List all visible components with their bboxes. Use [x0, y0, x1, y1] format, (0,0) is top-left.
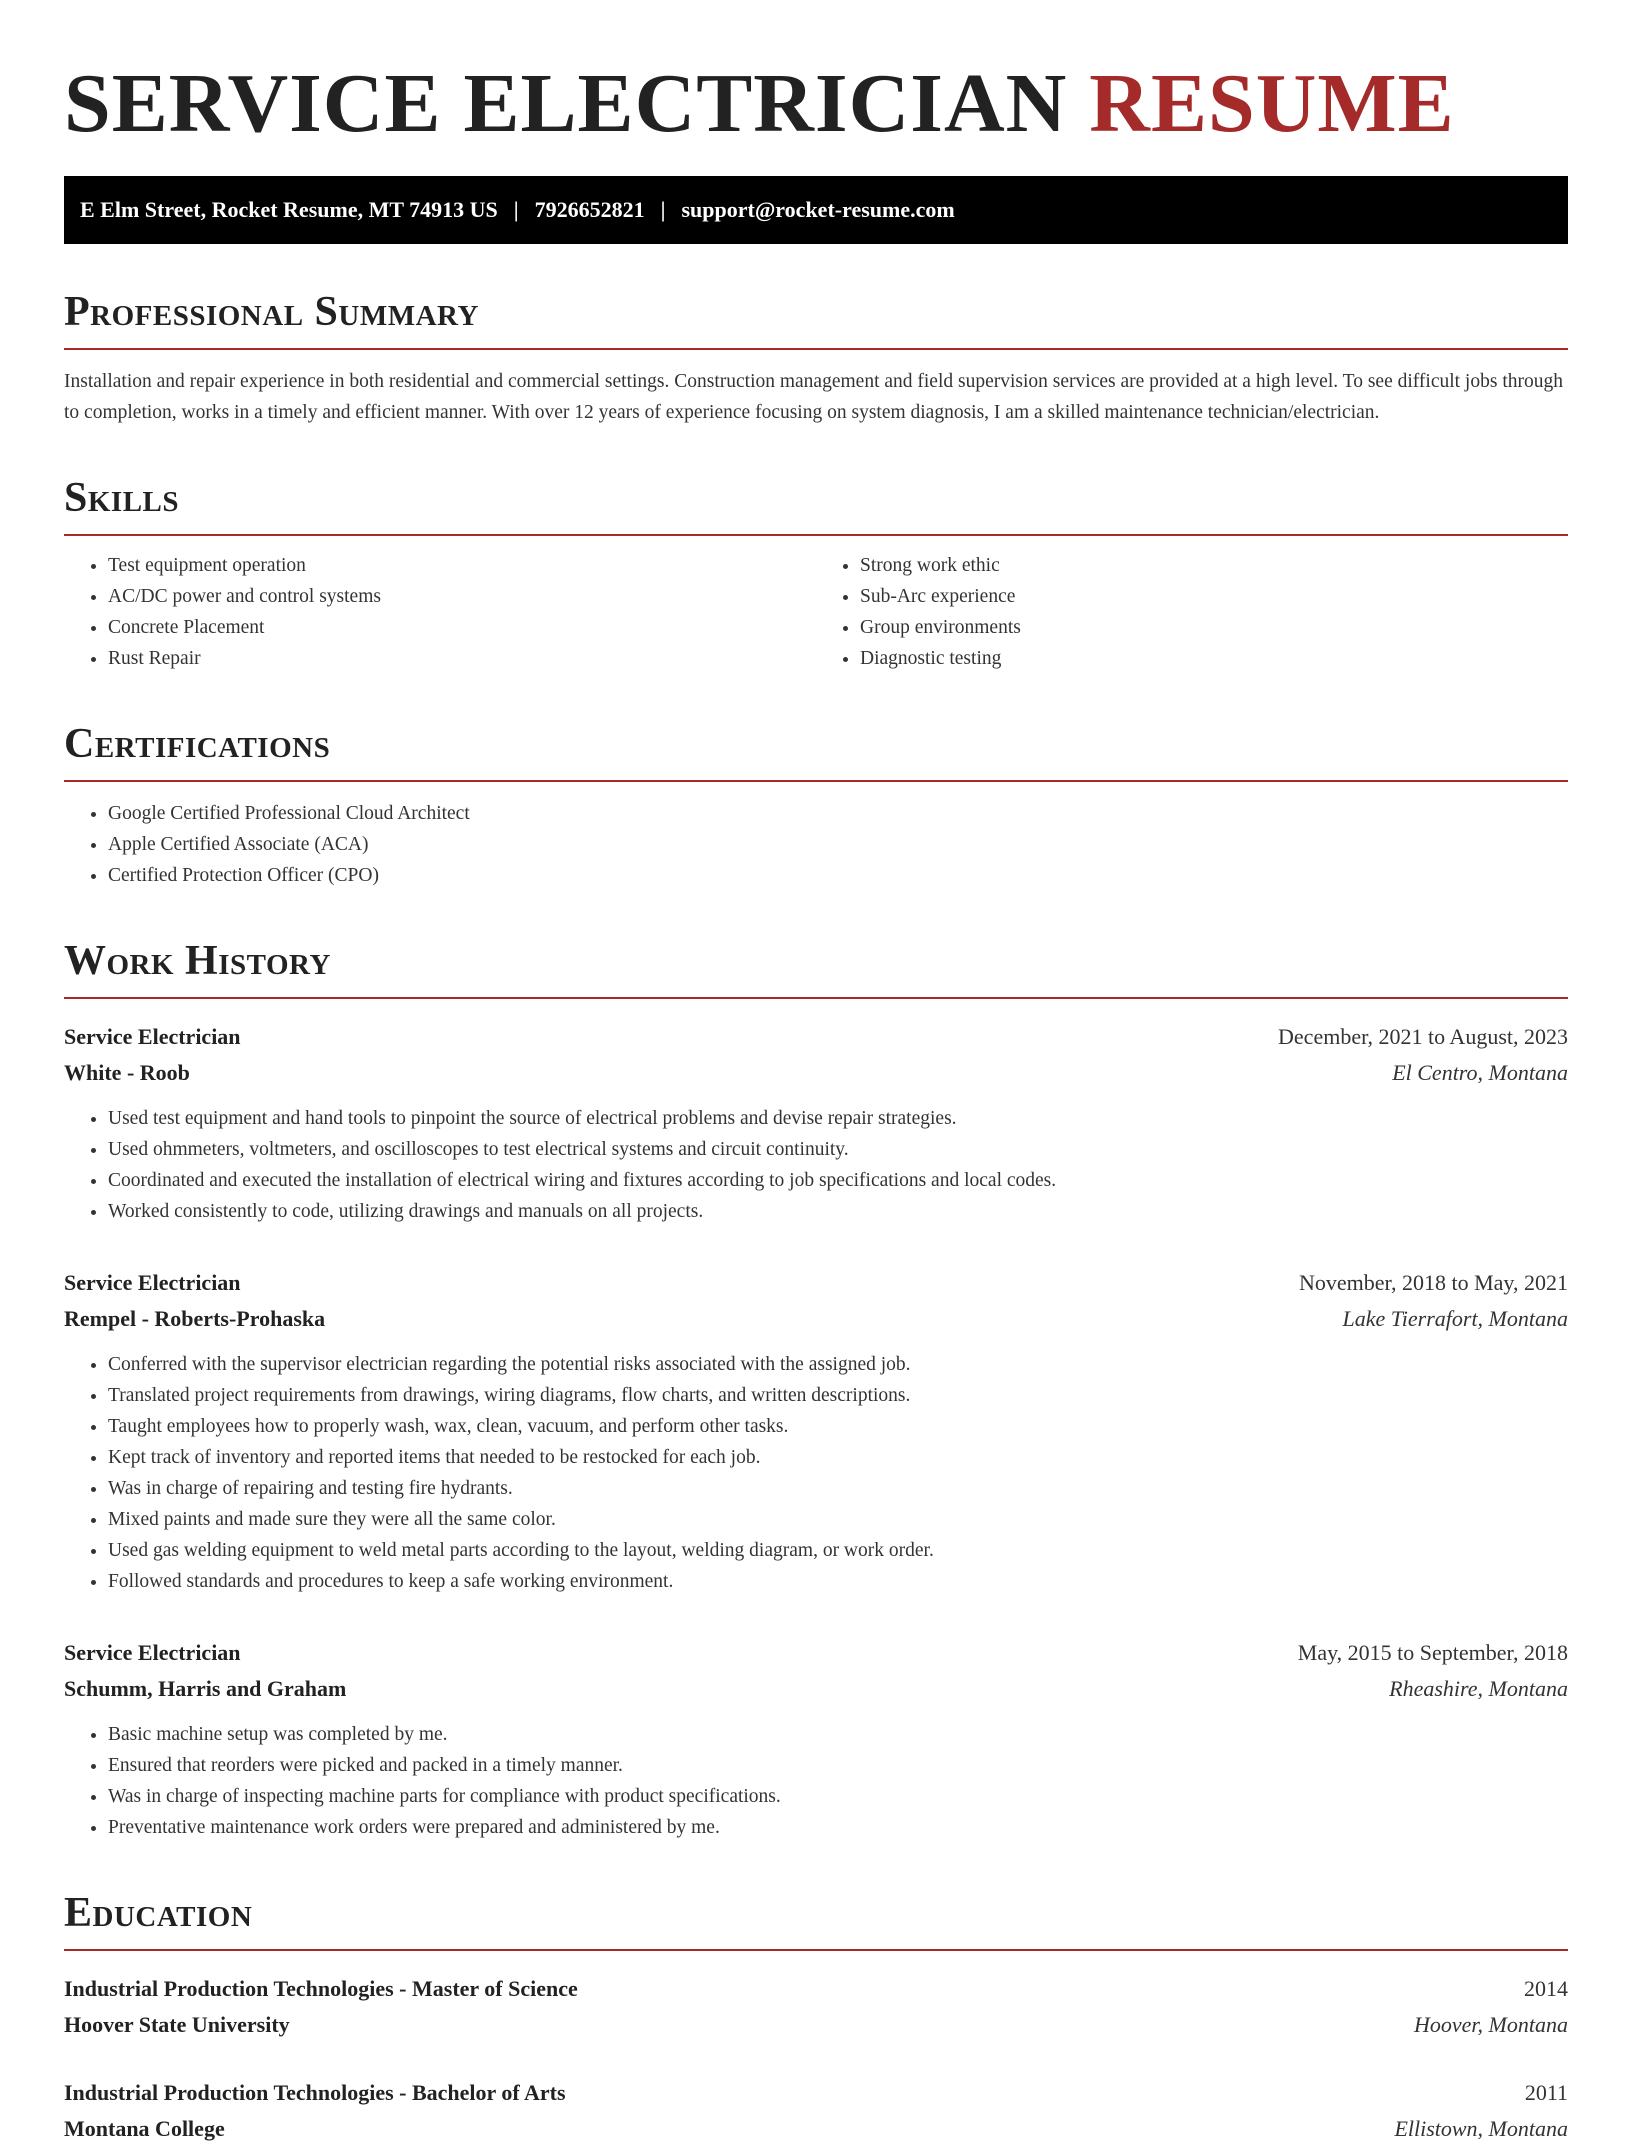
skill-item: • Test equipment operation: [108, 550, 816, 581]
job-duty: • Translated project requirements from drawings, wiring diagrams, flow charts, and written descriptions.: [108, 1380, 1568, 1411]
job-duty: • Followed standards and procedures to keep a safe working environment.: [108, 1566, 1568, 1597]
education-location: Ellistown, Montana: [1394, 2116, 1568, 2141]
education-school-row: [64, 2007, 1568, 2043]
job-location: Lake Tierrafort, Montana: [1342, 1306, 1568, 1331]
job-duties: [64, 1349, 1568, 1597]
contact-phone: 7926652821: [534, 197, 645, 222]
education-degree: Industrial Production Technologies - Bachelor of Arts: [64, 2080, 566, 2105]
job-duty: • Worked consistently to code, utilizing drawings and manuals on all projects.: [108, 1196, 1568, 1227]
job-company-row: [64, 1301, 1568, 1337]
job-duty: • Was in charge of repairing and testing fire hydrants.: [108, 1473, 1568, 1504]
contact-email: support@rocket-resume.com: [681, 197, 955, 222]
job-duty: • Used ohmmeters, voltmeters, and oscilloscopes to test electrical systems and circuit continuity.: [108, 1134, 1568, 1165]
education-degree-row: [64, 2075, 1568, 2111]
job-duties: [64, 1719, 1568, 1843]
job-duty: • Mixed paints and made sure they were all the same color.: [108, 1504, 1568, 1535]
job-header-row: [64, 1265, 1568, 1301]
job-title: Service Electrician: [64, 1024, 241, 1049]
section-heading-skills: Skills: [64, 474, 1568, 536]
job-entry: [64, 1635, 1568, 1843]
certification-item: • Certified Protection Officer (CPO): [108, 860, 1568, 891]
job-duty: • Used test equipment and hand tools to pinpoint the source of electrical problems and devise repair strategies.: [108, 1103, 1568, 1134]
job-location: El Centro, Montana: [1392, 1060, 1568, 1085]
education-entry: [64, 1971, 1568, 2043]
section-heading-work-history: Work History: [64, 937, 1568, 999]
resume-title: [64, 56, 1568, 152]
education-school: Montana College: [64, 2116, 225, 2141]
job-duty: • Coordinated and executed the installation of electrical wiring and fixtures according to job specifications and local codes.: [108, 1165, 1568, 1196]
job-company-row: [64, 1671, 1568, 1707]
summary-text: Installation and repair experience in both residential and commercial settings. Construction management and field supervision services are provided at a high level. To see difficult jobs through to completion, works in a timely and efficient manner. With over 12 years of experience focusing on system diagnosis, I am a skilled maintenance technician/electrician.: [64, 371, 1563, 423]
section-heading-certifications: Certifications: [64, 720, 1568, 782]
skill-item: • Rust Repair: [108, 643, 816, 674]
job-duty: • Ensured that reorders were picked and packed in a timely manner.: [108, 1750, 1568, 1781]
job-title: Service Electrician: [64, 1270, 241, 1295]
contact-address: E Elm Street, Rocket Resume, MT 74913 US: [80, 197, 498, 222]
job-duty: • Used gas welding equipment to weld metal parts according to the layout, welding diagram, or work order.: [108, 1535, 1568, 1566]
job-company: White - Roob: [64, 1060, 190, 1085]
section-heading-education: Education: [64, 1889, 1568, 1951]
education-degree: Industrial Production Technologies - Master of Science: [64, 1976, 578, 2001]
job-entry: [64, 1265, 1568, 1597]
job-company: Rempel - Roberts-Prohaska: [64, 1306, 326, 1331]
certification-item: • Google Certified Professional Cloud Architect: [108, 798, 1568, 829]
education-location: Hoover, Montana: [1414, 2012, 1568, 2037]
job-duty: • Basic machine setup was completed by me.: [108, 1719, 1568, 1750]
job-header-row: [64, 1019, 1568, 1055]
job-company: Schumm, Harris and Graham: [64, 1676, 347, 1701]
job-duty: • Kept track of inventory and reported items that needed to be restocked for each job.: [108, 1442, 1568, 1473]
job-entry: [64, 1019, 1568, 1227]
contact-separator: |: [660, 197, 666, 222]
skill-item: • Concrete Placement: [108, 612, 816, 643]
education-entry: [64, 2075, 1568, 2147]
job-dates: May, 2015 to September, 2018: [1297, 1640, 1568, 1665]
title-accent: RESUME: [1089, 57, 1455, 150]
education-year: 2014: [1524, 1976, 1568, 2001]
contact-bar: [64, 176, 1568, 244]
job-header-row: [64, 1635, 1568, 1671]
education-year: 2011: [1524, 2080, 1568, 2105]
skills-column-left: [64, 550, 816, 674]
skills-list: [64, 550, 1568, 674]
job-duties: [64, 1103, 1568, 1227]
contact-separator: |: [513, 197, 519, 222]
certification-item: • Apple Certified Associate (ACA): [108, 829, 1568, 860]
job-location: Rheashire, Montana: [1389, 1676, 1568, 1701]
skill-item: • Group environments: [860, 612, 1568, 643]
education-school: Hoover State University: [64, 2012, 290, 2037]
education-school-row: [64, 2111, 1568, 2147]
skill-item: • Strong work ethic: [860, 550, 1568, 581]
job-company-row: [64, 1055, 1568, 1091]
job-duty: • Conferred with the supervisor electrician regarding the potential risks associated with the assigned job.: [108, 1349, 1568, 1380]
skills-column-right: [816, 550, 1568, 674]
skill-item: • Sub-Arc experience: [860, 581, 1568, 612]
certifications-list: [64, 798, 1568, 891]
job-dates: December, 2021 to August, 2023: [1278, 1024, 1568, 1049]
section-heading-summary: Professional Summary: [64, 288, 1568, 350]
education-degree-row: [64, 1971, 1568, 2007]
job-duty: • Preventative maintenance work orders were prepared and administered by me.: [108, 1812, 1568, 1843]
job-title: Service Electrician: [64, 1640, 241, 1665]
title-main: SERVICE ELECTRICIAN: [64, 57, 1068, 150]
skill-item: • Diagnostic testing: [860, 643, 1568, 674]
job-dates: November, 2018 to May, 2021: [1299, 1270, 1568, 1295]
job-duty: • Was in charge of inspecting machine parts for compliance with product specifications.: [108, 1781, 1568, 1812]
job-duty: • Taught employees how to properly wash, wax, clean, vacuum, and perform other tasks.: [108, 1411, 1568, 1442]
skill-item: • AC/DC power and control systems: [108, 581, 816, 612]
